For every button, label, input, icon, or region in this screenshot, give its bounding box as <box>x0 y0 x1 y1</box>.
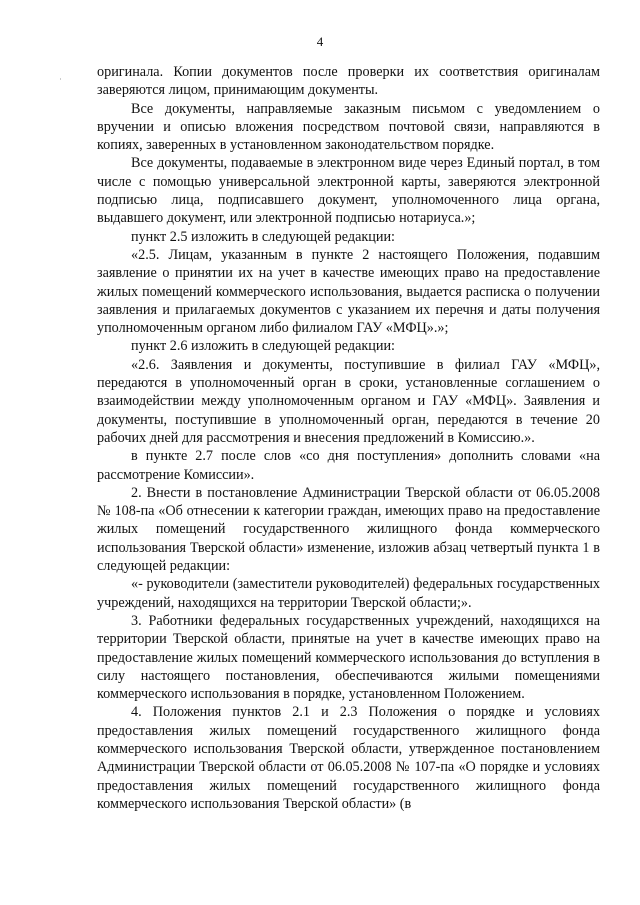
paragraph: «2.5. Лицам, указанным в пункте 2 настоящего Положения, подавшим заявление о принятии их на учет в качестве имеющих право на предоставление жилых помещений коммерческого использования, выдается расписка о получении заявления и прилагаемых документов с указанием их перечня и даты получения уполномоченным органом либо филиалом ГАУ «МФЦ».»; <box>97 246 600 337</box>
paragraph: 2. Внести в постановление Администрации Тверской области от 06.05.2008 № 108-па «Об отнесении к категории граждан, имеющих право на предоставление жилых помещений государственного жилищного фонда коммерческого использования Тверской области» изменение, изложив абзац четвертый пункта 1 в следующей редакции: <box>97 484 600 575</box>
page-number: 4 <box>316 34 324 49</box>
paragraph: 3. Работники федеральных государственных учреждений, находящихся на территории Тверской области, принятые на учет в качестве имеющих право на предоставление жилых помещений коммерческого использования до вступления в силу настоящего постановления, обеспечиваются жилыми помещениями коммерческого использования в порядке, установленном Положением. <box>97 612 600 703</box>
scan-artifact <box>60 78 61 80</box>
document-body <box>97 63 600 813</box>
paragraph: оригинала. Копии документов после проверки их соответствия оригиналам заверяются лицом, принимающим документы. <box>97 64 600 99</box>
paragraph: «2.6. Заявления и документы, поступившие в филиал ГАУ «МФЦ», передаются в уполномоченный орган в сроки, установленные соглашением о взаимодействии между уполномоченным органом и ГАУ «МФЦ». Заявления и документы, поступившие в уполномоченный орган, передаются в течение 20 рабочих дней для рассмотрения и внесения предложений в Комиссию.». <box>97 356 600 446</box>
paragraph: 4. Положения пунктов 2.1 и 2.3 Положения о порядке и условиях предоставления жилых помещений государственного жилищного фонда коммерческого использования Тверской области, утвержденное постановлением Администрации Тверской области от 06.05.2008 № 107-па «О порядке и условиях предоставления жилых помещений государственного жилищного фонда коммерческого использования Тверской области» (в <box>97 704 600 812</box>
paragraph: пункт 2.6 изложить в следующей редакции: <box>131 338 395 355</box>
paragraph: Все документы, направляемые заказным письмом с уведомлением о вручении и описью вложения посредством почтовой связи, направляются в копиях, заверенных в установленном законодательством порядке. <box>97 100 600 154</box>
paragraph: Все документы, подаваемые в электронном виде через Единый портал, в том числе с помощью универсальной электронной карты, заверяются электронной подписью лица, подписавшего документ, уполномоченного лица органа, выдавшего документ, или электронной подписью нотариуса.»; <box>97 155 600 227</box>
paragraph: пункт 2.5 изложить в следующей редакции: <box>131 228 395 245</box>
paragraph: «- руководители (заместители руководителей) федеральных государственных учреждений, находящихся на территории Тверской области;». <box>97 576 600 611</box>
paragraph: в пункте 2.7 после слов «со дня поступления» дополнить словами «на рассмотрение Комиссии». <box>97 448 600 483</box>
